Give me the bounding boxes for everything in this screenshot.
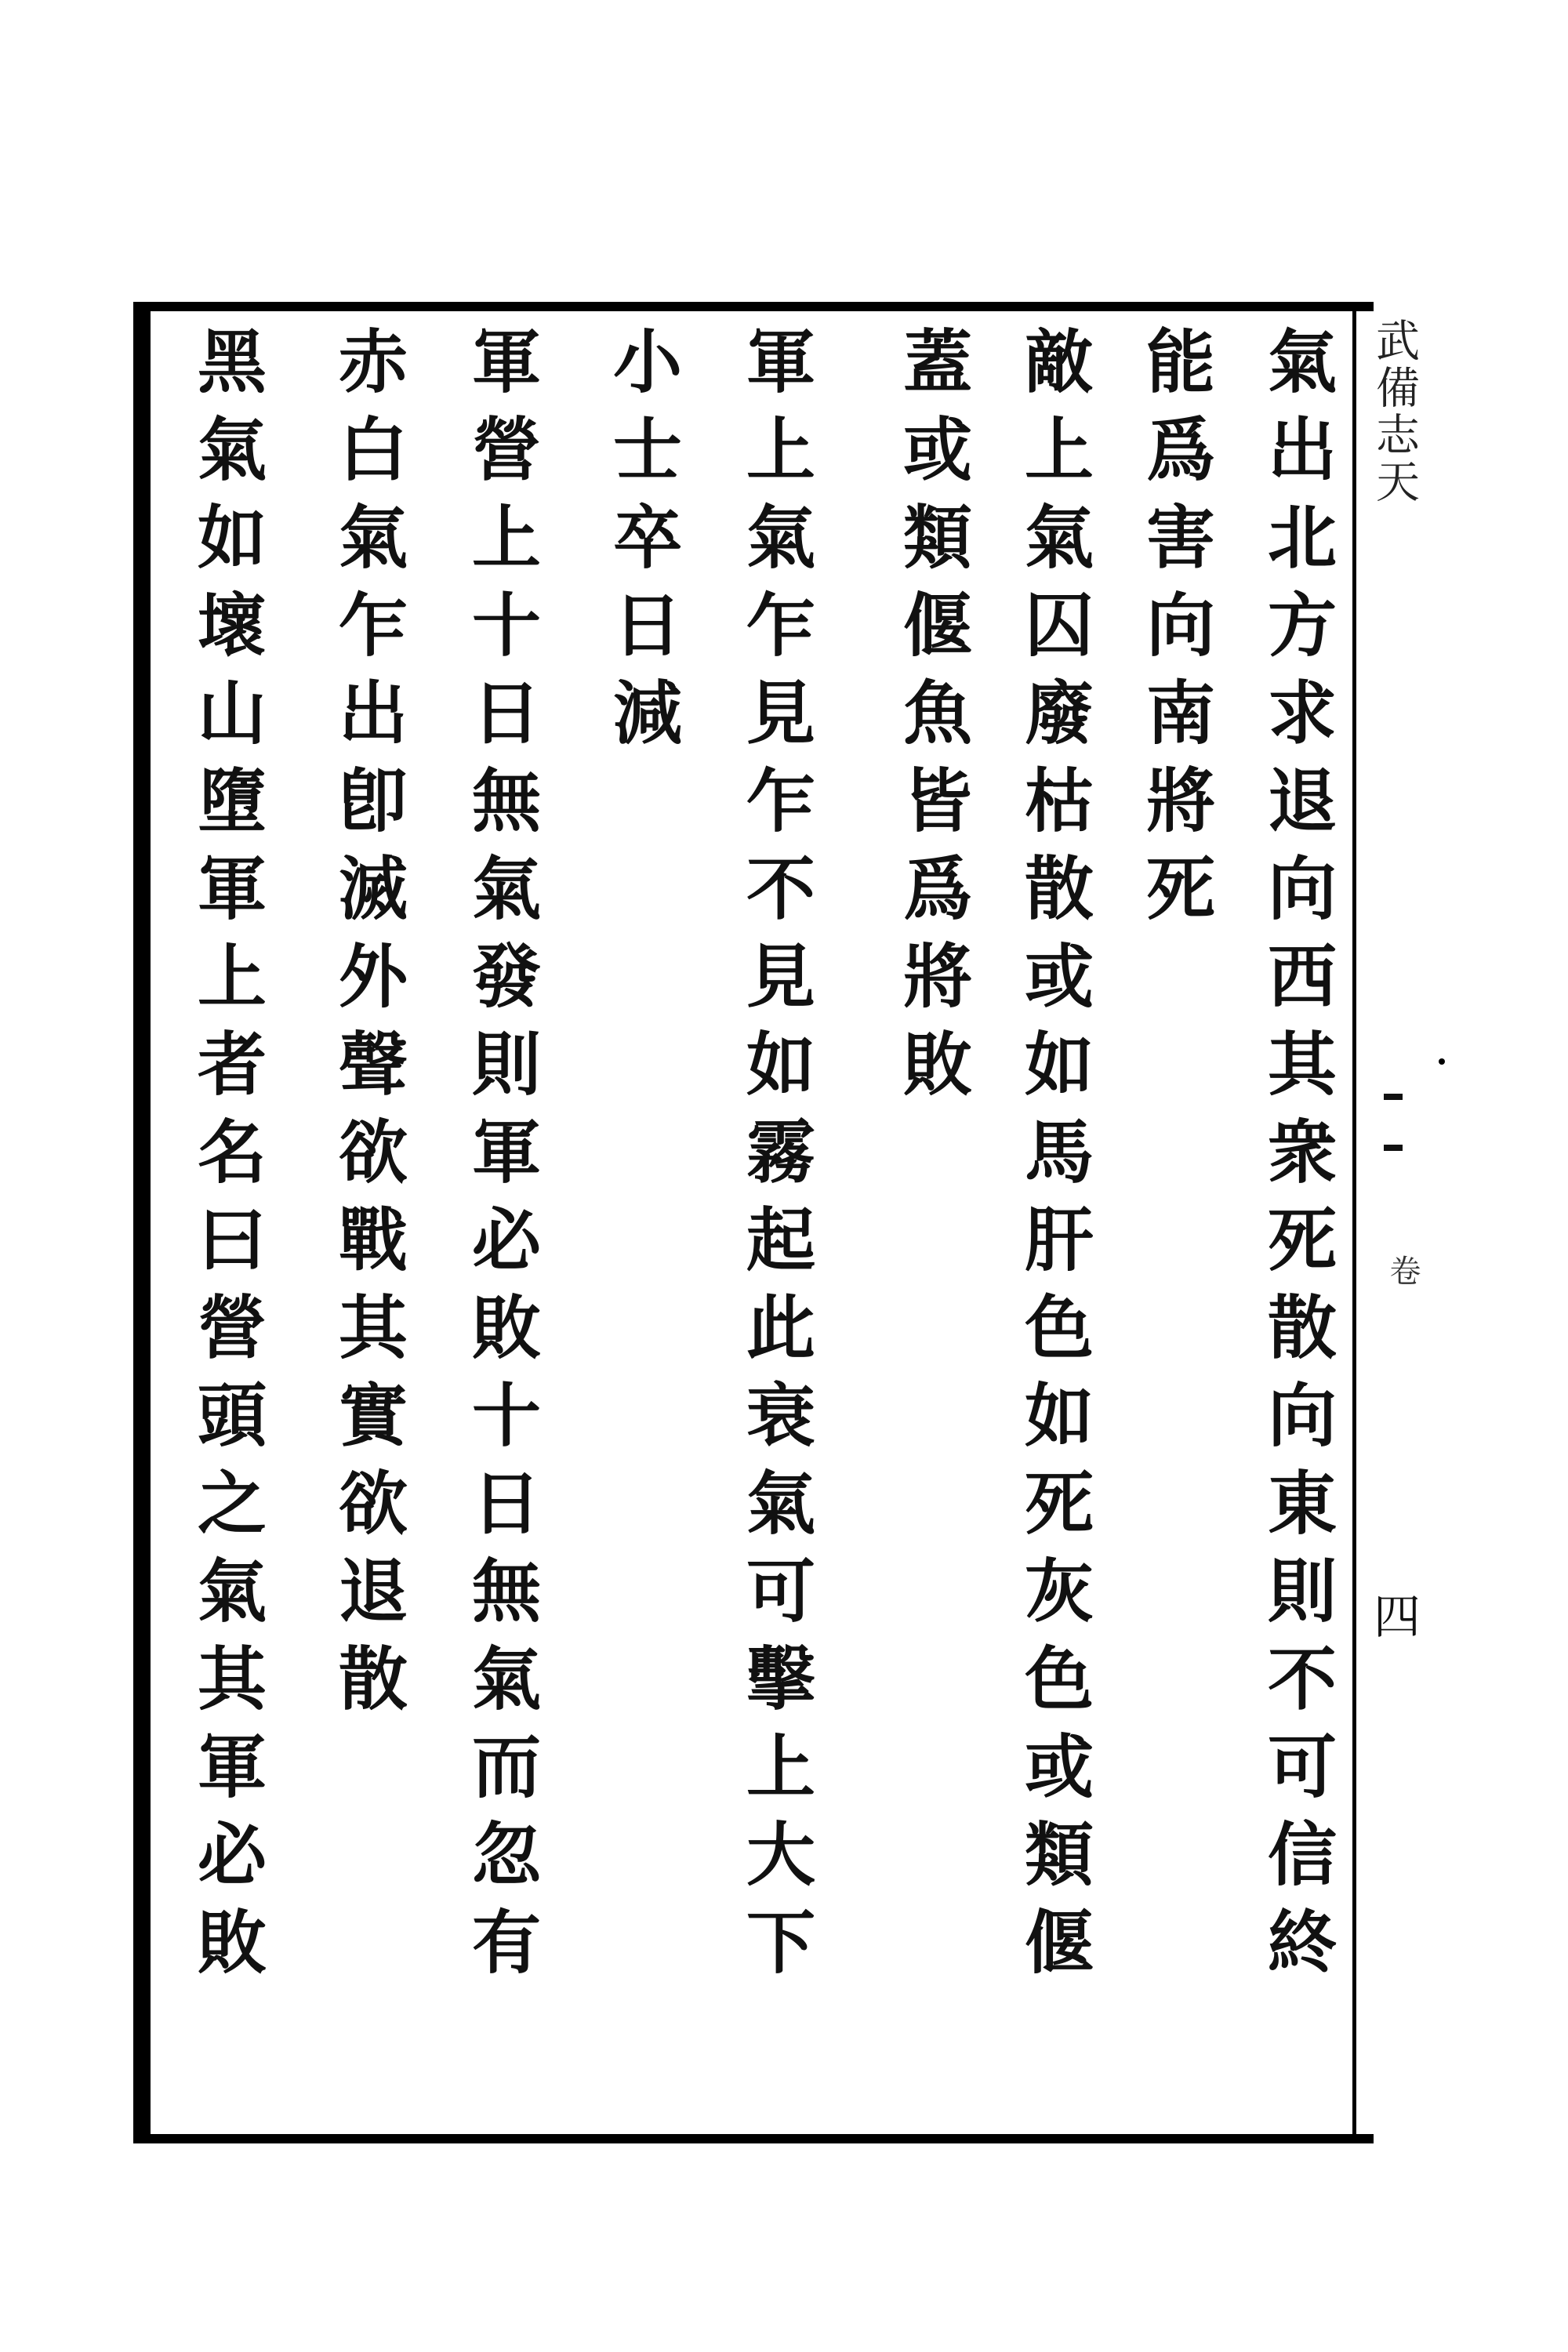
margin-title: 武備志天 [1369,318,1420,506]
text-column-1: 氣出北方求退向西其衆死散向東則不可信終 [1257,325,1338,1994]
scan-dot [135,851,143,858]
margin-strip [1360,302,1431,2134]
margin-juan: 卷 [1385,1254,1421,1286]
text-column-4: 蓋或類偃魚皆爲將敗 [892,325,974,1116]
text-column-2: 能爲害向南將死 [1135,325,1217,940]
text-column-9: 黑氣如壞山墮軍上者名曰營頭之氣其軍必敗 [187,325,268,1994]
margin-mark [1384,1094,1403,1100]
text-column-5: 軍上氣乍見乍不見如霧起此衰氣可擊上大下 [735,325,817,1994]
text-column-3: 敵上氣囚廢枯散或如馬肝色如死灰色或類偃 [1014,325,1095,1994]
page-border-right [1352,302,1356,2134]
text-column-8: 赤白氣乍出卽滅外聲欲戰其實欲退散 [328,325,409,1730]
text-column-6: 小士卒日減 [602,325,684,764]
scan-dot [1439,1058,1445,1065]
margin-page-number: 四 [1366,1592,1421,1639]
text-column-7: 軍營上十日無氣發則軍必敗十日無氣而忽有 [461,325,543,1994]
margin-mark [1384,1145,1403,1151]
